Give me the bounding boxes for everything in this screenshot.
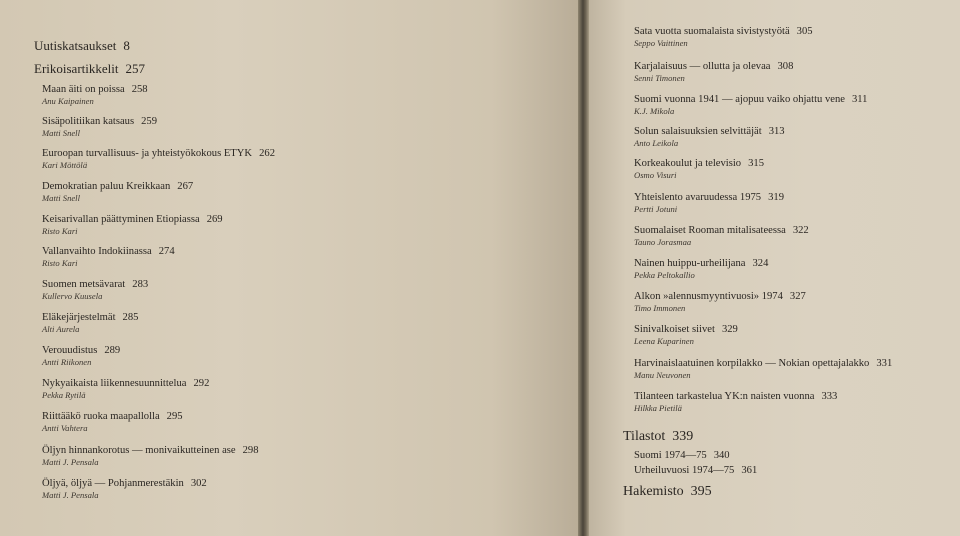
entry-title: Nainen huippu-urheilijana 324 bbox=[634, 258, 769, 269]
entry-title: Sisäpolitiikan katsaus 259 bbox=[42, 116, 157, 127]
entry-title: Solun salaisuuksien selvittäjät 313 bbox=[634, 126, 785, 137]
right-page bbox=[589, 0, 960, 536]
toc-entry bbox=[42, 445, 259, 467]
entry-author: Hilkka Pietilä bbox=[634, 403, 682, 413]
toc-entry bbox=[634, 126, 785, 148]
entry-author: K.J. Mikola bbox=[634, 106, 675, 116]
entry-author: Osmo Visuri bbox=[634, 170, 677, 180]
entry-author: Matti J. Pensala bbox=[42, 490, 99, 500]
toc-entry bbox=[634, 158, 764, 180]
section-heading: Erikoisartikkelit 257 bbox=[34, 61, 145, 76]
toc-entry bbox=[42, 181, 193, 203]
toc-entry bbox=[42, 214, 223, 236]
toc-entry bbox=[634, 94, 867, 116]
toc-entry bbox=[634, 358, 892, 380]
toc-entry bbox=[634, 391, 837, 413]
toc-entry bbox=[42, 312, 138, 334]
entry-title: Alkon »alennusmyyntivuosi» 1974 327 bbox=[634, 291, 806, 302]
entry-title: Vallanvaihto Indokiinassa 274 bbox=[42, 246, 175, 257]
toc-entry bbox=[634, 26, 813, 48]
entry-title: Eläkejärjestelmät 285 bbox=[42, 312, 139, 323]
entry-title: Suomen metsävarat 283 bbox=[42, 279, 149, 290]
toc-entry bbox=[634, 258, 768, 280]
entry-author: Kullervo Kuusela bbox=[42, 291, 103, 301]
entry-title: Karjalaisuus — ollutta ja olevaa 308 bbox=[634, 61, 794, 72]
entry-title: Yhteislento avaruudessa 1975 319 bbox=[634, 192, 784, 203]
entry-author: Anto Leikola bbox=[634, 138, 679, 148]
entry-author: Anu Kaipainen bbox=[42, 96, 94, 106]
section-heading: Hakemisto 395 bbox=[623, 484, 712, 499]
toc-entry bbox=[42, 411, 183, 433]
entry-author: Risto Kari bbox=[42, 226, 78, 236]
book-gutter bbox=[578, 0, 589, 536]
toc-entry bbox=[634, 192, 784, 214]
entry-title: Sata vuotta suomalaista sivistystyötä 305 bbox=[634, 26, 813, 37]
toc-entry bbox=[42, 279, 148, 301]
entry-author: Tauno Jorasmaa bbox=[634, 237, 692, 247]
entry-title: Suomi vuonna 1941 — ajopuu vaiko ohjattu vene 311 bbox=[634, 94, 868, 105]
entry-title: Maan äiti on poissa 258 bbox=[42, 84, 148, 95]
entry-author: Pekka Peltokallio bbox=[634, 270, 695, 280]
entry-author: Risto Kari bbox=[42, 258, 78, 268]
toc-entry bbox=[634, 291, 806, 313]
entry-author: Alti Aurela bbox=[42, 324, 80, 334]
entry-title: Keisarivallan päättyminen Etiopiassa 269 bbox=[42, 214, 223, 225]
entry-author: Pekka Rytilä bbox=[42, 390, 86, 400]
toc-entry bbox=[42, 148, 275, 170]
toc-entry bbox=[42, 246, 175, 268]
toc-entry bbox=[42, 478, 207, 500]
entry-title: Öljyä, öljyä — Pohjanmerestäkin 302 bbox=[42, 478, 207, 489]
entry-title: Euroopan turvallisuus- ja yhteistyökokous ETYK 262 bbox=[42, 148, 275, 159]
entry-title: Tilanteen tarkastelua YK:n naisten vuonna 333 bbox=[634, 391, 838, 402]
entry-title: Sinivalkoiset siivet 329 bbox=[634, 324, 738, 335]
toc-entry bbox=[634, 324, 738, 346]
entry-title: Nykyaikaista liikennesuunnittelua 292 bbox=[42, 378, 210, 389]
entry-author: Seppo Vaittinen bbox=[634, 38, 688, 48]
entry-title: Demokratian paluu Kreikkaan 267 bbox=[42, 181, 194, 192]
section-heading: Uutiskatsaukset 8 bbox=[34, 38, 130, 53]
toc-entry: Urheiluvuosi 1974—75 361 bbox=[634, 465, 758, 476]
section-heading: Tilastot 339 bbox=[623, 429, 694, 444]
entry-author: Pertti Jotuni bbox=[634, 204, 678, 214]
entry-title: Harvinaislaatuinen korpilakko — Nokian opettajalakko 331 bbox=[634, 358, 893, 369]
entry-author: Manu Neuvonen bbox=[634, 370, 691, 380]
entry-title: Verouudistus 289 bbox=[42, 345, 121, 356]
entry-title: Korkeakoulut ja televisio 315 bbox=[634, 158, 764, 169]
entry-author: Timo Immonen bbox=[634, 303, 686, 313]
toc-entry bbox=[42, 84, 148, 106]
toc-entry bbox=[634, 225, 809, 247]
entry-author: Leena Kuparinen bbox=[634, 336, 694, 346]
entry-author: Senni Timonen bbox=[634, 73, 685, 83]
toc-entry: Suomi 1974—75 340 bbox=[634, 450, 730, 461]
toc-entry bbox=[42, 345, 120, 367]
toc-entry bbox=[42, 116, 157, 138]
entry-author: Kari Möttölä bbox=[42, 160, 88, 170]
entry-author: Antti Vahtera bbox=[42, 423, 88, 433]
entry-author: Matti Snell bbox=[42, 193, 80, 203]
entry-author: Matti J. Pensala bbox=[42, 457, 99, 467]
entry-author: Matti Snell bbox=[42, 128, 80, 138]
toc-entry bbox=[42, 378, 209, 400]
entry-author: Antti Riikonen bbox=[42, 357, 92, 367]
toc-entry bbox=[634, 61, 793, 83]
entry-title: Öljyn hinnankorotus — monivaikutteinen ase 298 bbox=[42, 445, 259, 456]
entry-title: Suomalaiset Rooman mitalisateessa 322 bbox=[634, 225, 809, 236]
entry-title: Riittääkö ruoka maapallolla 295 bbox=[42, 411, 183, 422]
